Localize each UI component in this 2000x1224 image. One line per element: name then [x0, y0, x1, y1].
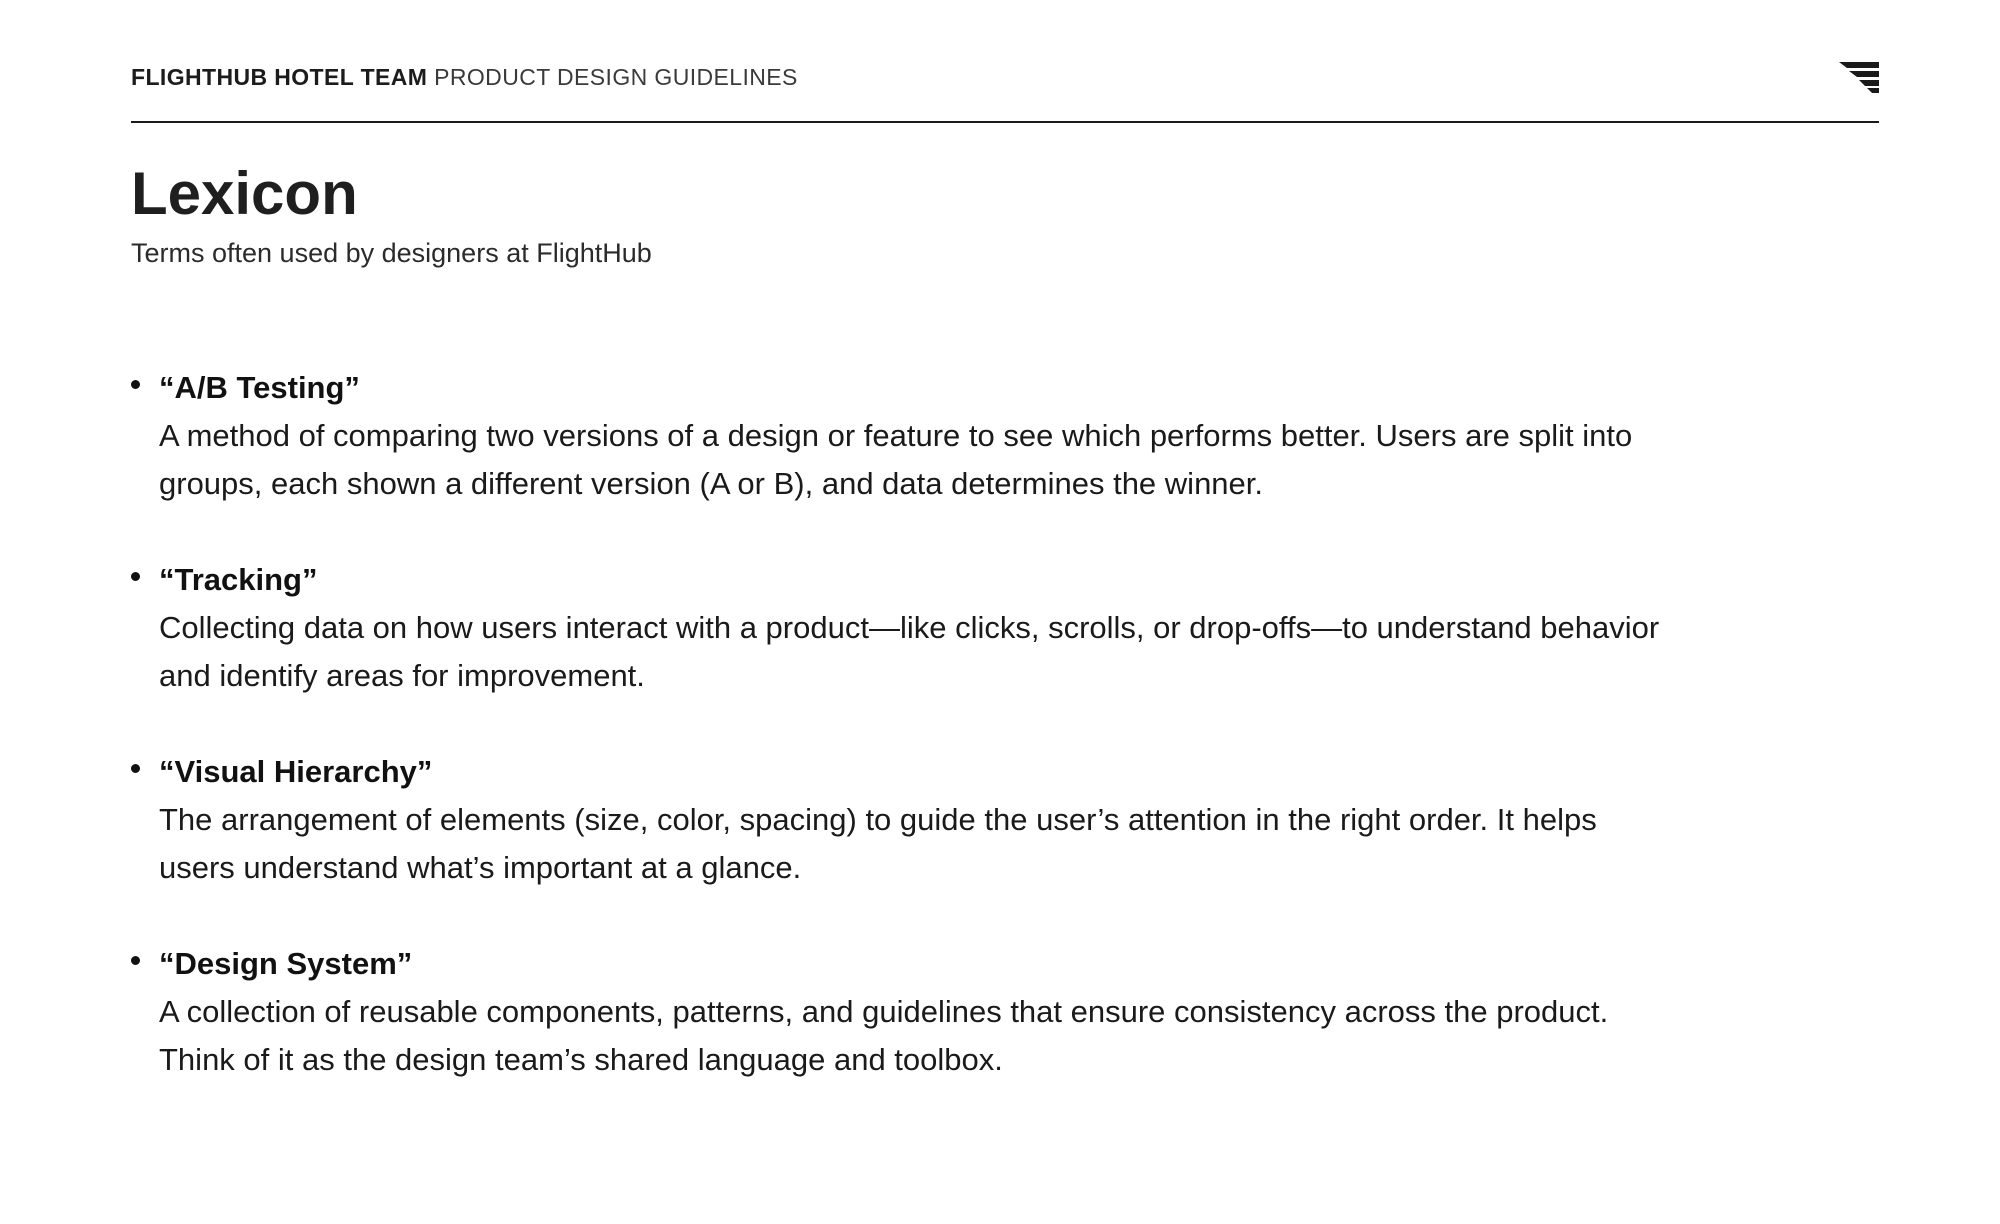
- term-definition: users understand what’s important at a glance.: [159, 850, 802, 885]
- list-item: [131, 364, 1879, 508]
- term-definition: A collection of reusable components, patterns, and guidelines that ensure consistency across the product.: [159, 994, 1609, 1029]
- bullet-icon: [131, 956, 140, 965]
- term-name: “A/B Testing”: [159, 370, 360, 405]
- list-item: [131, 556, 1879, 700]
- term-name: “Design System”: [159, 946, 413, 981]
- term-definition: Collecting data on how users interact with a product—like clicks, scrolls, or drop-offs—to understand behavior: [159, 610, 1660, 645]
- header-brand: FLIGHTHUB HOTEL TEAM: [131, 64, 428, 90]
- bullet-icon: [131, 572, 140, 581]
- header-section: PRODUCT DESIGN GUIDELINES: [434, 64, 798, 90]
- term-definition: Think of it as the design team’s shared language and toolbox.: [159, 1042, 1003, 1077]
- term-definition: groups, each shown a different version (A or B), and data determines the winner.: [159, 466, 1264, 501]
- list-item: [131, 940, 1879, 1084]
- flighthub-wing-icon: [1839, 62, 1879, 94]
- term-name: “Visual Hierarchy”: [159, 754, 433, 789]
- term-name: “Tracking”: [159, 562, 318, 597]
- list-item: [131, 748, 1879, 892]
- term-definition: and identify areas for improvement.: [159, 658, 645, 693]
- page-header: [131, 58, 1879, 122]
- term-definition: The arrangement of elements (size, color, spacing) to guide the user’s attention in the right order. It helps: [159, 802, 1597, 837]
- page-title: Lexicon: [131, 160, 358, 227]
- bullet-icon: [131, 764, 140, 773]
- page-subtitle: Terms often used by designers at FlightHub: [131, 238, 652, 268]
- term-definition: A method of comparing two versions of a design or feature to see which performs better. Users are split into: [159, 418, 1633, 453]
- bullet-icon: [131, 380, 140, 389]
- header-divider: [131, 121, 1879, 123]
- guidelines-page: [131, 0, 1879, 1224]
- header-title: [131, 64, 798, 91]
- lexicon-list: [131, 364, 1879, 1132]
